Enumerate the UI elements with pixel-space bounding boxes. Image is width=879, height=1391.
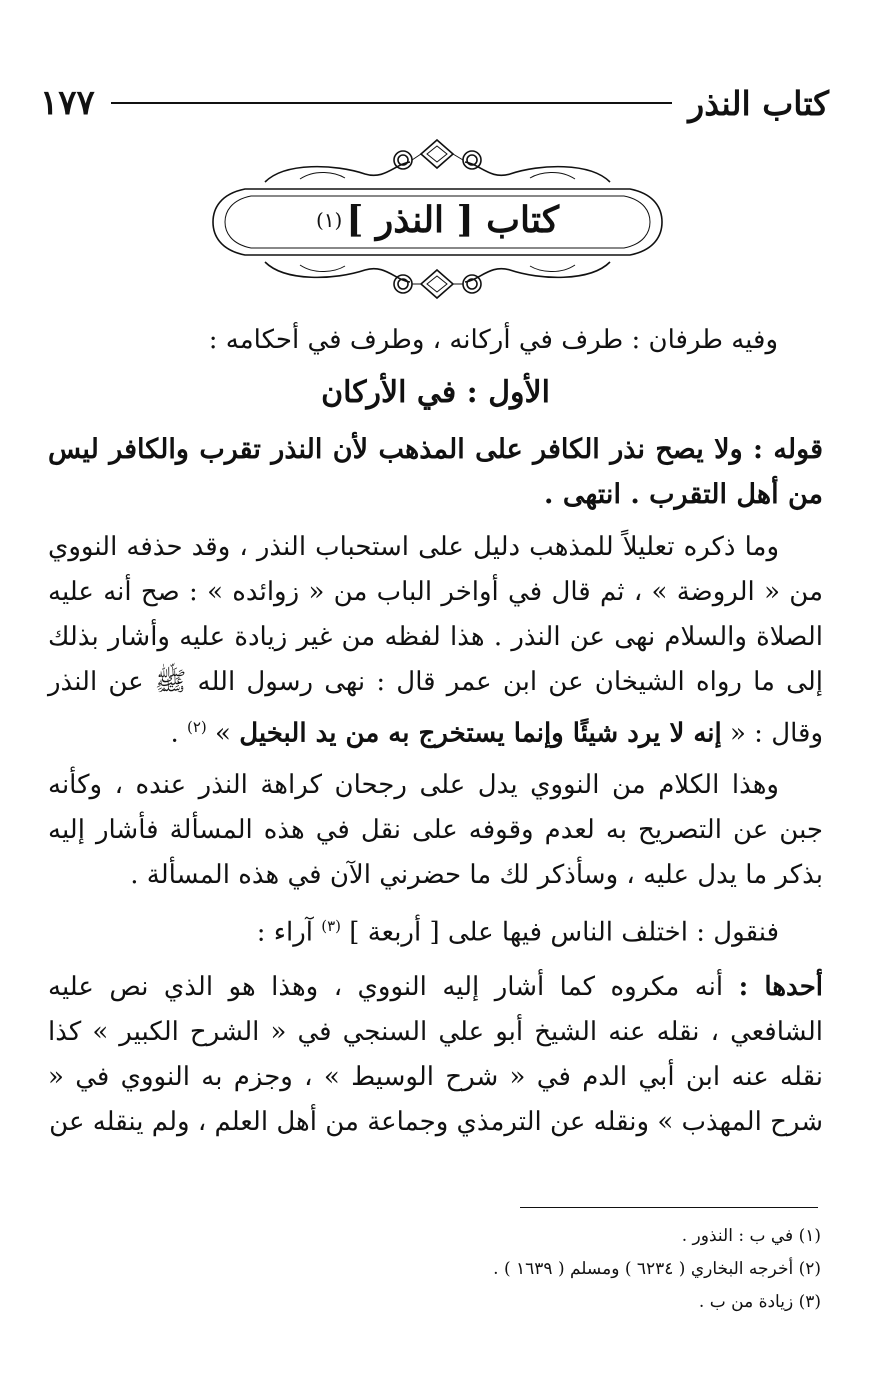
footnote-separator (520, 1207, 818, 1208)
footnote-ref-3: (٣) (321, 916, 342, 935)
paragraph-4 (48, 965, 823, 1145)
footnote-3: (٣) زيادة من ب . (698, 1292, 821, 1312)
paragraph-3-before: فنقول : اختلف الناس فيها على [ أربعة ] (349, 917, 779, 948)
paragraph-3-after: آراء : (256, 917, 313, 948)
header-rule (111, 102, 672, 104)
hadith-text: إنه لا يرد شيئًا وإنما يستخرج به من يد البخيل (239, 718, 722, 749)
footnote-1: (١) في ب : النذور . (681, 1226, 821, 1246)
paragraph-1 (48, 525, 823, 757)
footnote-2: (٢) أخرجه البخاري ( ٦٢٣٤ ) ومسلم ( ١٦٣٩ ) . (493, 1259, 821, 1279)
main-text (48, 318, 823, 1145)
running-header-title: كتاب النذر (688, 83, 829, 123)
quoted-statement: قوله : ولا يصح نذر الكافر على المذهب لأن النذر تقرب والكافر ليس من أهل التقرب . انتهى . (48, 434, 823, 510)
first-opinion-label: أحدها : (738, 972, 823, 1003)
running-header (40, 78, 829, 128)
intro-line: وفيه طرفان : طرف في أركانه ، وطرف في أحكامه : (208, 325, 778, 355)
paragraph-3 (48, 904, 823, 956)
paragraph-1-close: » (215, 718, 231, 749)
footnotes (48, 1220, 821, 1319)
chapter-title-text: كتاب [ النذر ] (346, 199, 560, 241)
paragraph-1-text: وما ذكره تعليلاً للمذهب دليل على استحباب النذر ، وقد حذفه النووي من « الروضة » ، ثم قال في أواخر الباب من « زوائده » : صح أنه عليه الصلاة والسلام نهى عن النذر . هذا لفظه من غير زيادة عليه وأشار بذلك إلى ما رواه الشيخان عن ابن عمر قال : نهى رسول الله ﷺ عن النذر وقال : « (48, 532, 823, 749)
section-heading: الأول : في الأركان (321, 375, 550, 410)
chapter-title (205, 180, 670, 260)
paragraph-1-end: . (170, 718, 179, 749)
chapter-footnote-ref: (١) (315, 208, 343, 232)
paragraph-2: وهذا الكلام من النووي يدل على رجحان كراهة النذر عنده ، وكأنه جبن عن التصريح به لعدم وقوفه على نقل في هذه المسألة فأشار إليه بذكر ما يدل عليه ، وسأذكر لك ما حضرني الآن في هذه المسألة . (48, 769, 823, 890)
paragraph-4-text: أنه مكروه كما أشار إليه النووي ، وهذا هو الذي نص عليه الشافعي ، نقله عنه الشيخ أبو علي السنجي في « الشرح الكبير » كذا نقله عنه ابن أبي الدم في « شرح الوسيط » ، وجزم به النووي في « شرح المهذب » ونقله عن الترمذي وجماعة من أهل العلم ، ولم ينقله عن (48, 972, 823, 1138)
page-number: ١٧٧ (40, 83, 95, 123)
footnote-ref-2: (٢) (187, 718, 207, 736)
